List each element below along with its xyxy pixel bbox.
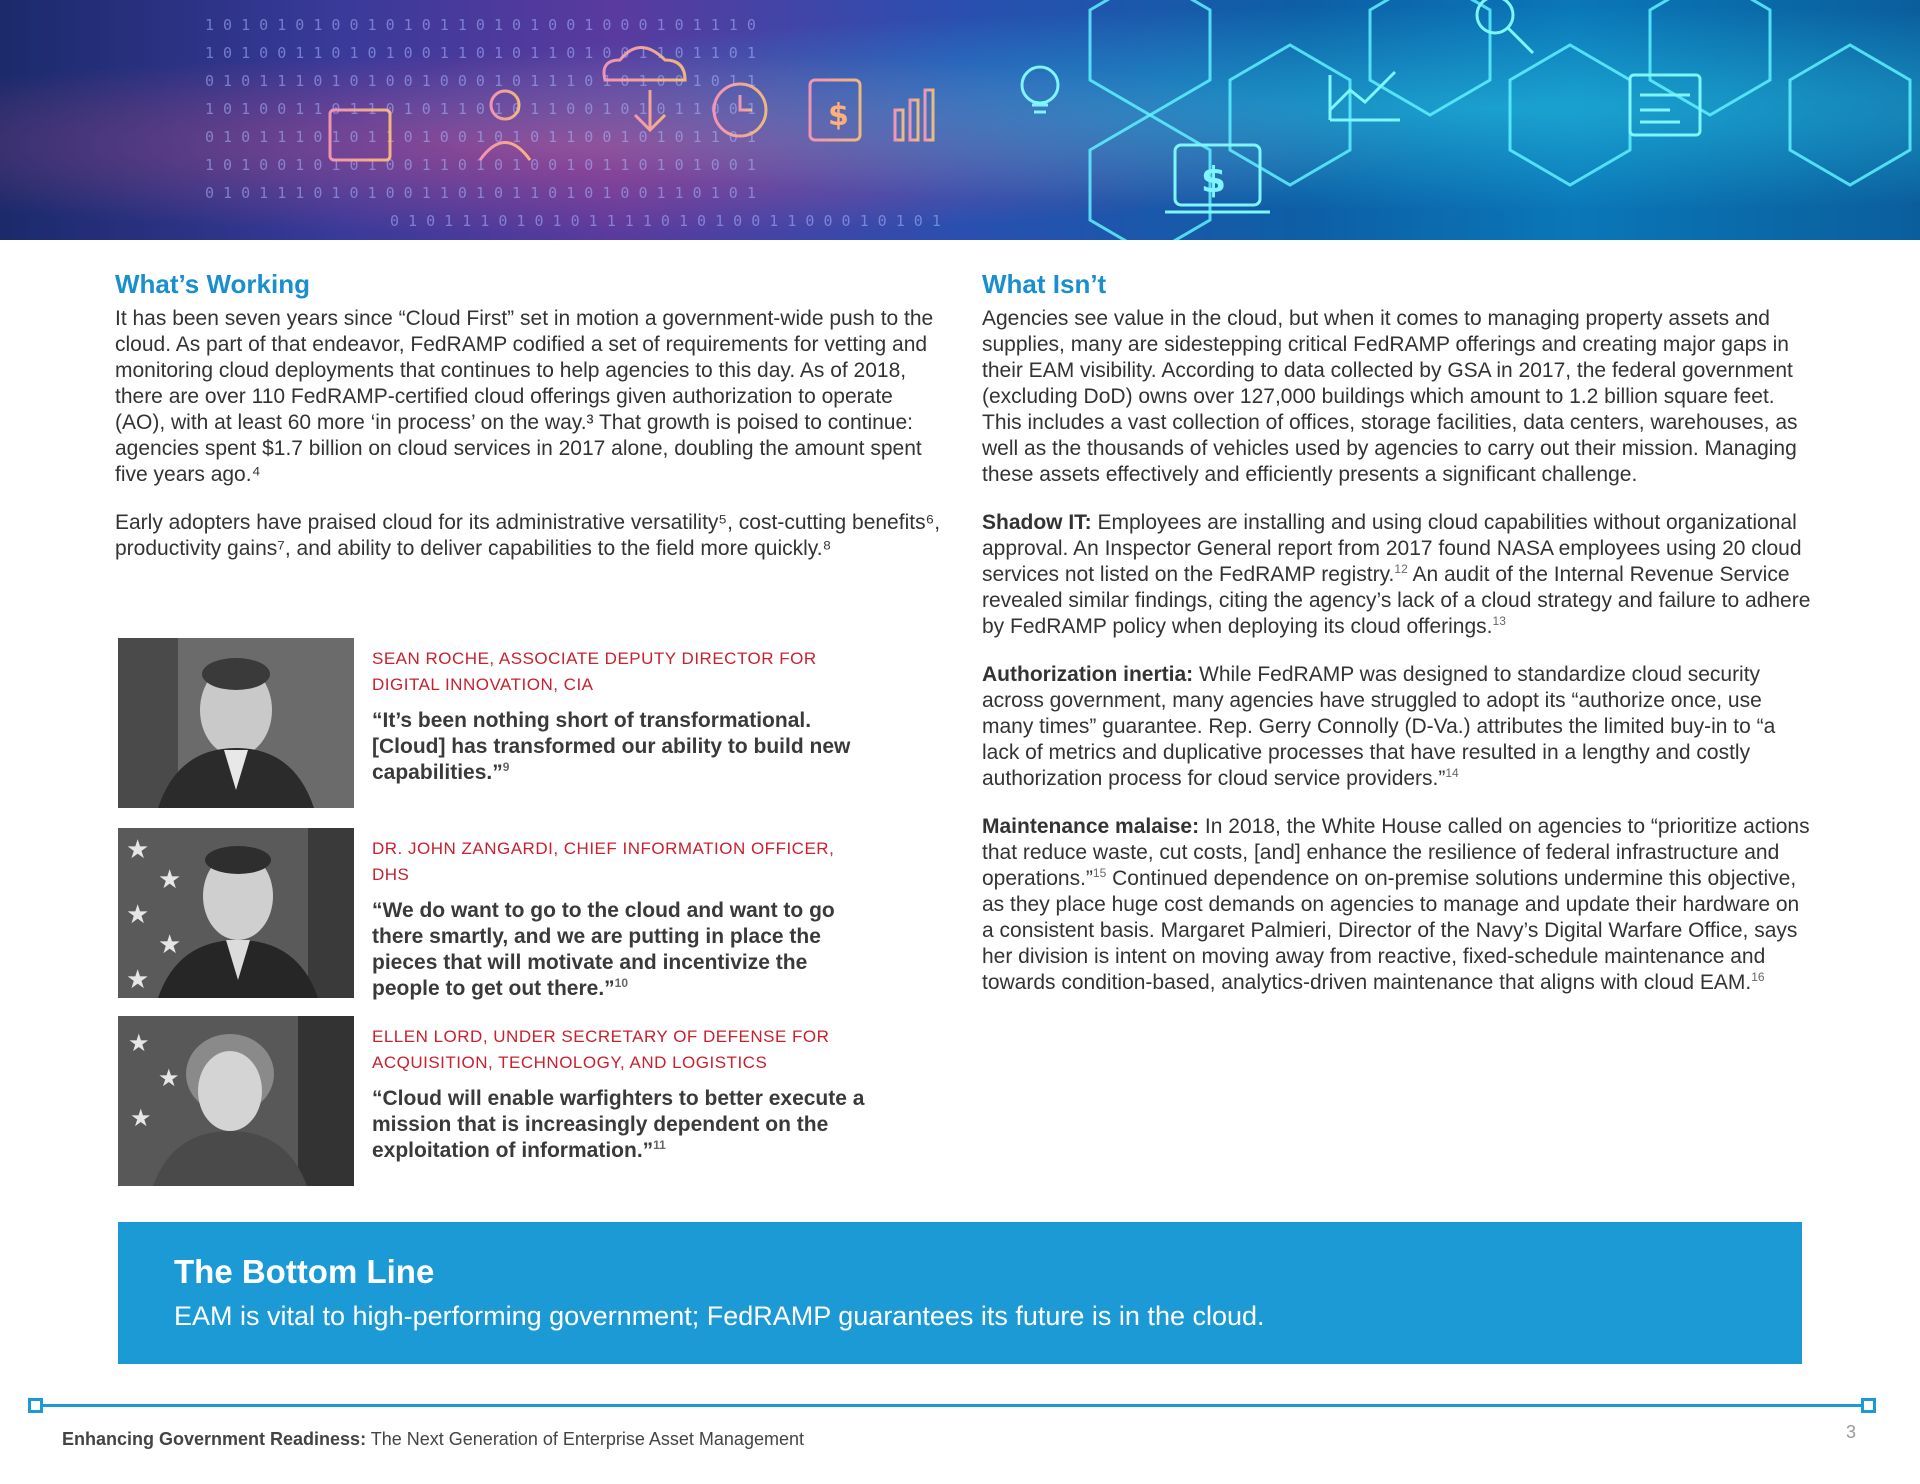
paragraph: Early adopters have praised cloud for its administrative versatility⁵, cost-cutting benefits⁶, productivity gains⁷, and ability to deliver capabilities to the field more quickly.⁸: [115, 511, 941, 560]
footer-divider: [28, 1398, 1876, 1414]
what-isnt-section: [982, 268, 1812, 1018]
svg-text:★: ★: [126, 900, 150, 930]
quote-card: [118, 1016, 878, 1186]
bottom-line-callout: [118, 1222, 1802, 1364]
quote-text: [372, 708, 872, 786]
paragraph-label: Maintenance malaise:: [982, 815, 1200, 838]
quote-body: “Cloud will enable warfighters to better execute a mission that is increasingly dependent on the exploitation of information.”: [372, 1087, 865, 1162]
footer-title-bold: Enhancing Government Readiness:: [62, 1429, 367, 1449]
paragraph-label: Authorization inertia:: [982, 663, 1194, 686]
binary-row: 1 0 1 0 0 1 1 0 1 0 1 0 0 1 1 0 1 0 1 1 0 1 0 0 1 1 0 1 1 0 1: [205, 44, 756, 62]
footnote-ref: 9: [502, 760, 510, 774]
footnote-ref: 11: [653, 1138, 666, 1152]
footnote-ref: 15: [1092, 866, 1107, 880]
dollar-icon: $: [828, 98, 849, 133]
binary-row: 0 1 0 1 1 1 0 1 0 1 0 0 1 1 0 1 0 1 1 0 1 0 1 0 0 1 1 0 1 0 1: [205, 184, 756, 202]
callout-text: EAM is vital to high-performing government; FedRAMP guarantees its future is in the cloud.: [174, 1301, 1265, 1331]
paragraph-text: In 2018, the White House called on agencies to “prioritize actions that reduce waste, cut costs, [and] enhance the resilience of federal infrastructure and operations.”: [982, 815, 1810, 890]
section-heading: What Isn’t: [982, 269, 1107, 299]
paragraph-text: Employees are installing and using cloud capabilities without organizational approval. An Inspector General report from 2017 found NASA employees using 20 cloud services not listed on the FedRAMP registry.: [982, 511, 1802, 586]
binary-row: 1 0 1 0 1 0 1 0 0 1 0 1 0 1 1 0 1 0 1 0 0 1 0 0 0 1 0 1 1 1 0: [205, 16, 756, 34]
binary-row: 1 0 1 0 0 1 0 1 0 1 0 0 1 1 0 1 0 1 0 0 1 0 1 1 0 1 0 1 0 0 1: [205, 156, 756, 174]
svg-text:★: ★: [158, 1064, 180, 1092]
footer-title: [62, 1427, 804, 1451]
svg-text:★: ★: [158, 865, 182, 895]
paragraph-text: An audit of the Internal Revenue Service revealed similar findings, citing the agency’s lack of a cloud strategy and failure to adhere by FedRAMP policy when deploying its cloud offerings.: [982, 563, 1811, 638]
quote-text: [372, 1086, 872, 1164]
binary-row: 0 1 0 1 1 1 0 1 0 1 1 0 1 0 0 1 0 1 0 1 1 0 0 1 0 1 0 1 1 0 1: [205, 128, 756, 146]
page-number: 3: [1846, 1422, 1857, 1442]
speaker-name: ELLEN LORD, UNDER SECRETARY OF DEFENSE FOR ACQUISITION, TECHNOLOGY, AND LOGISTICS: [372, 1027, 830, 1072]
paragraph: It has been seven years since “Cloud First” set in motion a government-wide push to the cloud. As part of that endeavor, FedRAMP codified a set of requirements for vetting and monitoring cloud deployments that continues to help agencies to this day. As of 2018, there are over 110 FedRAMP-certified cloud offerings given authorization to operate (AO), with at least 60 more ‘in process’ on the way.³ That growth is poised to continue: agencies spent $1.7 billion on cloud services in 2017 alone, doubling the amount spent five years ago.⁴: [115, 307, 934, 486]
header-banner-image: [0, 0, 1920, 240]
svg-text:★: ★: [126, 965, 150, 995]
paragraph: Agencies see value in the cloud, but when it comes to managing property assets and supplies, many are sidestepping critical FedRAMP offerings and creating major gaps in their EAM visibility. According to data collected by GSA in 2017, the federal government (excluding DoD) owns over 127,000 buildings which amount to 1.2 billion square feet. This includes a vast collection of offices, storage facilities, data centers, warehouses, as well as the thousands of vehicles used by agencies to carry out their mission. Managing these assets effectively and efficiently presents a significant challenge.: [982, 307, 1798, 486]
svg-text:★: ★: [130, 1104, 152, 1132]
paragraph-label: Shadow IT:: [982, 511, 1092, 534]
footnote-ref: 10: [614, 976, 629, 990]
portrait-photo: [118, 828, 354, 998]
paragraph-shadow-it: [982, 510, 1812, 640]
paragraph-text: Continued dependence on on-premise solutions undermine this objective, as they place huge cost demands on agencies to manage and update their hardware on a consistent basis. Margaret Palmieri, Director of the Navy’s Digital Warfare Office, says her division is intent on moving away from reactive, fixed-schedule maintenance and towards condition-based, analytics-driven maintenance that aligns with cloud EAM.: [982, 867, 1800, 994]
divider-end-square: [28, 1398, 43, 1413]
divider-end-square: [1861, 1398, 1876, 1413]
footer-title-rest: The Next Generation of Enterprise Asset Management: [366, 1429, 804, 1449]
quote-body: “We do want to go to the cloud and want to go there smartly, and we are putting in place the pieces that will motivate and incentivize the people to get out there.”: [372, 899, 835, 1000]
quote-body: “It’s been nothing short of transformational. [Cloud] has transformed our ability to build new capabilities.”: [372, 709, 851, 784]
quote-card: [118, 638, 878, 808]
svg-text:★: ★: [158, 930, 182, 960]
dollar-icon: $: [1201, 160, 1227, 201]
speaker-name: DR. JOHN ZANGARDI, CHIEF INFORMATION OFFICER, DHS: [372, 839, 835, 884]
callout-title: The Bottom Line: [174, 1253, 435, 1290]
section-heading: What’s Working: [115, 269, 310, 299]
quote-text: [372, 898, 872, 1002]
footnote-ref: 16: [1751, 970, 1765, 984]
svg-text:★: ★: [126, 835, 150, 865]
paragraph-maintenance-malaise: [982, 814, 1812, 996]
network-icons: [1022, 0, 1700, 212]
whats-working-section: [115, 268, 945, 584]
banner-illustration: [0, 0, 1920, 240]
binary-row: 1 0 1 0 0 1 1 0 1 1 0 1 0 1 1 0 1 0 1 1 0 0 1 0 1 0 1 1 0 0 1: [205, 100, 756, 118]
quote-card: [118, 828, 878, 998]
svg-text:★: ★: [128, 1029, 150, 1057]
portrait-photo: [118, 1016, 354, 1186]
portrait-photo: [118, 638, 354, 808]
paragraph-text: While FedRAMP was designed to standardize cloud security across government, many agencies have struggled to adopt its “authorize once, use many times” guarantee. Rep. Gerry Connolly (D-Va.) attributes the limited buy-in to “a lack of metrics and duplicative processes that have resulted in a lengthy and costly authorization process for cloud service providers.”: [982, 663, 1776, 790]
binary-row: 0 1 0 1 1 1 0 1 0 1 0 1 1 1 1 0 1 0 1 0 0 1 1 0 0 0 1 0 1 0 1: [390, 212, 941, 230]
paragraph-authorization-inertia: [982, 662, 1812, 792]
footnote-ref: 14: [1445, 766, 1459, 780]
speaker-name: SEAN ROCHE, ASSOCIATE DEPUTY DIRECTOR FOR DIGITAL INNOVATION, CIA: [372, 649, 817, 694]
divider-line: [34, 1404, 1870, 1407]
binary-row: 0 1 0 1 1 1 0 1 0 1 0 0 1 0 0 0 1 0 1 1 1 0 1 0 1 0 0 1 0 1 1: [205, 72, 756, 90]
footnote-ref: 12: [1394, 562, 1408, 576]
footnote-ref: 13: [1492, 614, 1506, 628]
